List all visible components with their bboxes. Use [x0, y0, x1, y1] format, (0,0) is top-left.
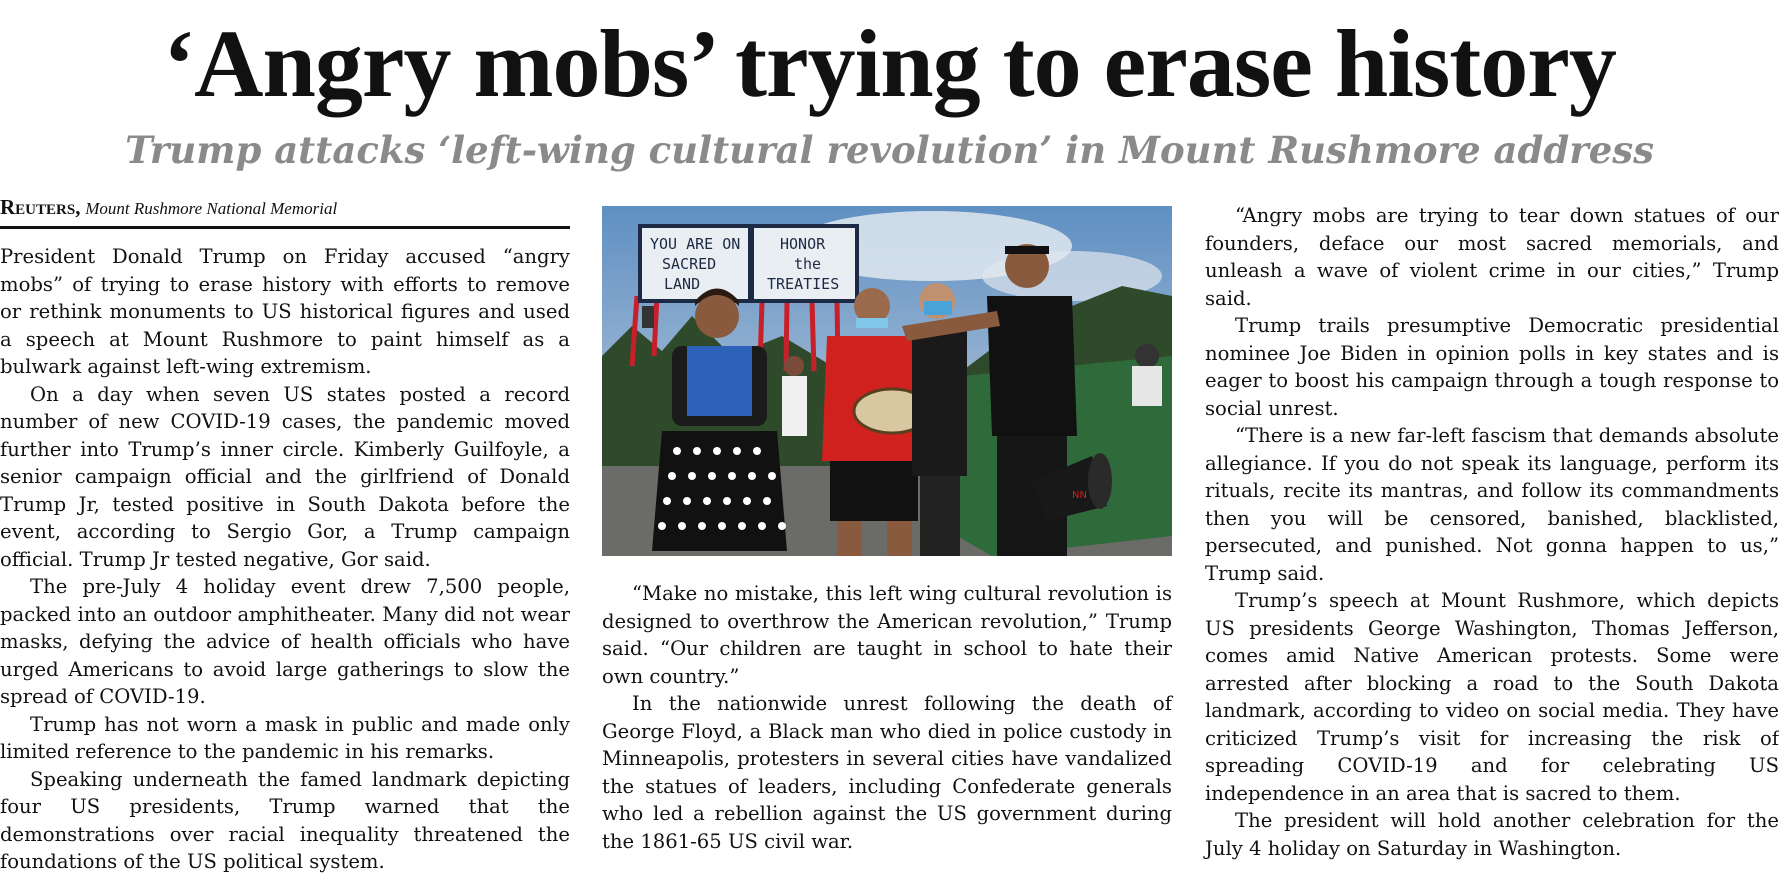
paragraph: The pre-July 4 holiday event drew 7,500 people, packed into an outdoor amphitheater. Many did not wear masks, defying the advice of health officials who have urged Americans to avoid large gatherings to slow the spread of COVID-19. [0, 575, 570, 708]
paragraph: Trump has not worn a mask in public and made only limited reference to the pandemic in his remarks. [0, 712, 570, 763]
paragraph: The president will hold another celebration for the July 4 holiday on Saturday in Washington. [1205, 809, 1779, 860]
byline-agency: Reuters, [0, 195, 81, 219]
paragraph: In the nationwide unrest following the death of George Floyd, a Black man who died in police custody in Minneapolis, protesters in several cities have vandalized the statues of leaders, including Confederate generals who led a rebellion against the US government during the 1861-65 US civil war. [602, 692, 1172, 853]
sign-left-line-1: YOU ARE ON [650, 235, 741, 253]
paragraph: President Donald Trump on Friday accused “angry mobs” of trying to erase history with efforts to remove or rethink monuments to US historical figures and used a speech at Mount Rushmore to paint himself as a bulwark against left-wing extremism. [0, 245, 570, 378]
byline-location: Mount Rushmore National Memorial [85, 199, 338, 218]
article-column-2 [602, 580, 1172, 855]
subheadline: Trump attacks ‘left-wing cultural revolution’ in Mount Rushmore address [125, 128, 1654, 172]
protest-photo-illustration [602, 206, 1172, 556]
paragraph: “Angry mobs are trying to tear down statues of our founders, deface our most sacred memorials, and unleash a wave of violent crime in our cities,” Trump said. [1205, 204, 1779, 310]
paragraph: “There is a new far-left fascism that demands absolute allegiance. If you do not speak its language, perform its rituals, recite its mantras, and follow its commandments then you will be censored, banished, blacklisted, persecuted, and punished. Not gonna happen to us,” Trump said. [1205, 424, 1779, 585]
protest-photo [602, 206, 1172, 556]
sign-right-line-1: HONOR [780, 235, 826, 253]
paragraph: Speaking underneath the famed landmark depicting four US presidents, Trump warned that the demonstrations over racial inequality threatened the foundations of the US political system. [0, 767, 570, 873]
paragraph: Trump trails presumptive Democratic presidential nominee Joe Biden in opinion polls in key states and is eager to boost his campaign through a tough response to social unrest. [1205, 314, 1779, 420]
sign-left-line-2: SACRED [662, 255, 717, 273]
svg-text:NN: NN [1072, 490, 1087, 501]
article-column-3 [1205, 202, 1779, 862]
byline [0, 194, 570, 229]
sign-left-line-3: LAND [664, 275, 701, 293]
article-column-1 [0, 243, 570, 876]
sign-right-line-2: the [794, 255, 822, 273]
paragraph: “Make no mistake, this left wing cultural revolution is designed to overthrow the American revolution,” Trump said. “Our children are taught in school to hate their own country.” [602, 582, 1172, 688]
headline: ‘Angry mobs’ trying to erase history [163, 10, 1616, 117]
paragraph: On a day when seven US states posted a record number of new COVID-19 cases, the pandemic moved further into Trump’s inner circle. Kimberly Guilfoyle, a senior campaign official and the girlfriend of Donald Trump Jr, tested positive in South Dakota before the event, according to Sergio Gor, a Trump campaign official. Trump Jr tested negative, Gor said. [0, 382, 570, 571]
paragraph: Trump’s speech at Mount Rushmore, which depicts US presidents George Washington, Thomas Jefferson, comes amid Native American protests. Some were arrested after blocking a road to the South Dakota landmark, according to video on social media. They have criticized Trump’s visit for increasing the risk of spreading COVID-19 and for celebrating US independence in an area that is sacred to them. [1205, 589, 1779, 805]
sign-right-line-3: TREATIES [767, 275, 840, 293]
